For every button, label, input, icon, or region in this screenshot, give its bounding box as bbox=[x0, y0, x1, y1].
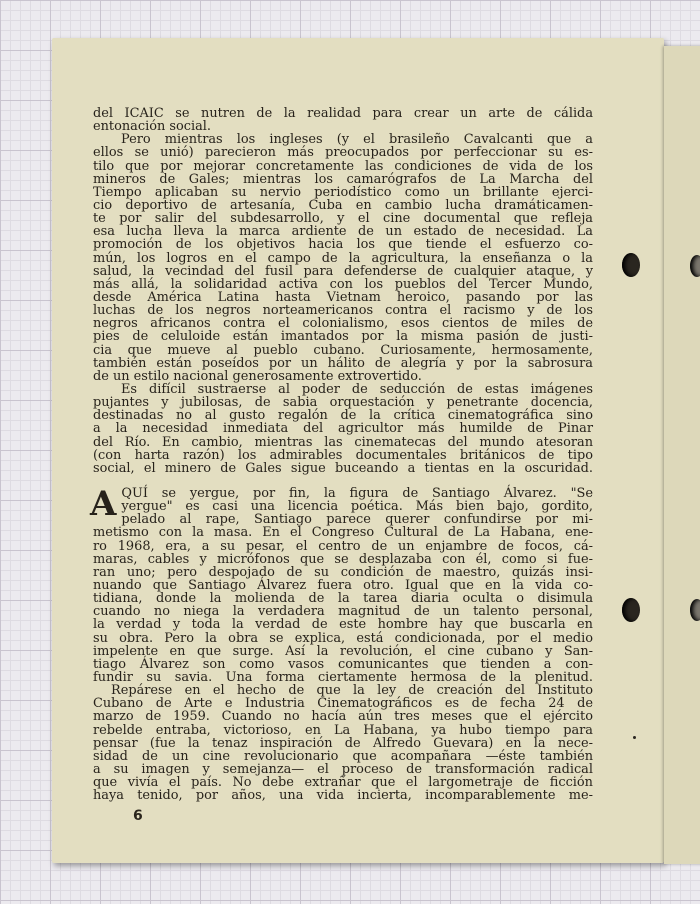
text-line: pies de celuloide están imantados por la misma pasión de justi- bbox=[93, 329, 593, 345]
text-line: esa lucha lleva la marca ardiente de un estado de necesidad. La bbox=[93, 224, 593, 240]
next-page-edge bbox=[664, 46, 700, 864]
text-line: mineros de Gales; mientras los camarógrafos de La Marcha del bbox=[93, 171, 593, 187]
text-line: de un estilo nacional generosamente extrovertido. bbox=[93, 368, 422, 384]
text-line: del Río. En cambio, mientras las cinematecas del mundo atesoran bbox=[93, 434, 593, 450]
text-line: desde América Latina hasta Vietnam heroico, pasando por las bbox=[93, 289, 593, 305]
text-line: más allá, la solidaridad activa con los pueblos del Tercer Mundo, bbox=[93, 276, 593, 292]
text-line: a la necesidad inmediata del agricultor más humilde de Pinar bbox=[93, 421, 593, 437]
text-line: Es difícil sustraerse al poder de seducción de estas imágenes bbox=[121, 381, 593, 397]
text-line: metismo con la masa. En el Congreso Cultural de La Habana, ene- bbox=[93, 525, 593, 541]
text-line: del ICAIC se nutren de la realidad para crear un arte de cálida bbox=[93, 106, 593, 121]
text-line: ellos se unió) parecieron más preocupados por perfeccionar su es- bbox=[93, 145, 593, 161]
text-line: pujantes y jubilosas, de sabia orquestación y penetrante docencia, bbox=[93, 395, 593, 411]
text-line: ro 1968, era, a su pesar, el centro de un enjambre de focos, cá- bbox=[93, 538, 593, 554]
text-line: QUÍ se yergue, por fin, la figura de Santiago Álvarez. "Se bbox=[121, 486, 593, 501]
text-line: yergue" es casi una licencia poética. Más bien bajo, gordito, bbox=[121, 499, 593, 515]
text-line: negros africanos contra el colonialismo, esos cientos de miles de bbox=[93, 316, 593, 332]
text-line: Pero mientras los ingleses (y el brasileño Cavalcanti que a bbox=[121, 132, 593, 148]
text-line: ran uno; pero despojado de su condición de maestro, quizás insi- bbox=[93, 564, 593, 580]
drop-cap: A bbox=[90, 484, 117, 524]
text-line: a su imagen y semejanza— el proceso de transformación radical bbox=[93, 761, 593, 777]
text-line: haya tenido, por años, una vida incierta, incomparablemente me- bbox=[93, 788, 593, 804]
text-block-2 bbox=[90, 484, 593, 804]
text-line: Tiempo aplicaban su nervio periodístico como un brillante ejerci- bbox=[93, 184, 593, 200]
page-number: 6 bbox=[133, 808, 143, 824]
text-line: destinadas no al gusto regalón de la crítica cinematográfica sino bbox=[93, 408, 593, 424]
binding-hole bbox=[690, 255, 700, 277]
text-block-1 bbox=[93, 107, 593, 475]
text-line: te por salir del subdesarrollo, y el cine documental que refleja bbox=[93, 211, 593, 227]
text-line: fundir su savia. Una forma ciertamente hermosa de la plenitud. bbox=[93, 669, 593, 685]
text-line: nuando que Santiago Álvarez fuera otro. Igual que en la vida co- bbox=[93, 577, 593, 593]
text-line: tidiana, donde la molienda de la tarea diaria oculta o disimula bbox=[93, 591, 593, 607]
text-line: pensar (fue la tenaz inspiración de Alfredo Guevara) en la nece- bbox=[93, 735, 593, 751]
text-line: Cubano de Arte e Industria Cinematográficos es de fecha 24 de bbox=[93, 696, 593, 712]
text-line: maras, cables y micrófonos que se desplazaba con él, como si fue- bbox=[93, 551, 593, 567]
ink-spot bbox=[633, 736, 636, 739]
text-line: (con harta razón) los admirables documentales británicos de tipo bbox=[93, 447, 593, 463]
text-line: salud, la vecindad del fusil para defenderse de cualquier ataque, y bbox=[93, 263, 593, 279]
text-line: cuando no niega la verdadera magnitud de un talento personal, bbox=[93, 604, 593, 620]
text-line: tiago Álvarez son como vasos comunicantes que tienden a con- bbox=[93, 656, 593, 672]
text-line: cio deportivo de artesanía, Cuba en cambio lucha dramáticamen- bbox=[93, 197, 593, 213]
text-line: tilo que por mejorar concretamente las condiciones de vida de los bbox=[93, 158, 593, 174]
text-line: cia que mueve al pueblo cubano. Curiosamente, hermosamente, bbox=[93, 342, 593, 358]
text-line: que vivía el país. No debe extrañar que el largometraje de ficción bbox=[93, 775, 593, 791]
text-line: también están poseídos por un hálito de alegría y por la sabrosura bbox=[93, 355, 593, 371]
text-line: mún, los logros en el campo de la agricultura, la enseñanza o la bbox=[93, 250, 593, 266]
binding-hole bbox=[690, 599, 700, 621]
text-line: sidad de un cine revolucionario que acompañara —éste también bbox=[93, 748, 593, 764]
binding-hole bbox=[622, 598, 640, 622]
text-line: luchas de los negros norteamericanos contra el racismo y de los bbox=[93, 303, 593, 319]
text-line: Repárese en el hecho de que la ley de creación del Instituto bbox=[111, 683, 593, 699]
binding-hole bbox=[622, 253, 640, 277]
text-line: rebelde entraba, victorioso, en La Habana, ya hubo tiempo para bbox=[93, 722, 593, 738]
text-line: marzo de 1959. Cuando no hacía aún tres meses que el ejército bbox=[93, 709, 593, 725]
text-line: promoción de los objetivos hacia los que tiende el esfuerzo co- bbox=[93, 237, 593, 253]
text-line: impelente en que surge. Así la revolución, el cine cubano y San- bbox=[93, 643, 593, 659]
text-line: pelado al rape, Santiago parece querer confundirse por mi- bbox=[121, 512, 593, 528]
text-line: entonación social. bbox=[93, 119, 211, 135]
text-line: la verdad y toda la verdad de este hombre hay que buscarla en bbox=[93, 617, 593, 633]
text-line: su obra. Pero la obra se explica, está condicionada, por el medio bbox=[93, 630, 593, 646]
text-line: social, el minero de Gales sigue buceando a tientas en la oscuridad. bbox=[93, 460, 593, 476]
